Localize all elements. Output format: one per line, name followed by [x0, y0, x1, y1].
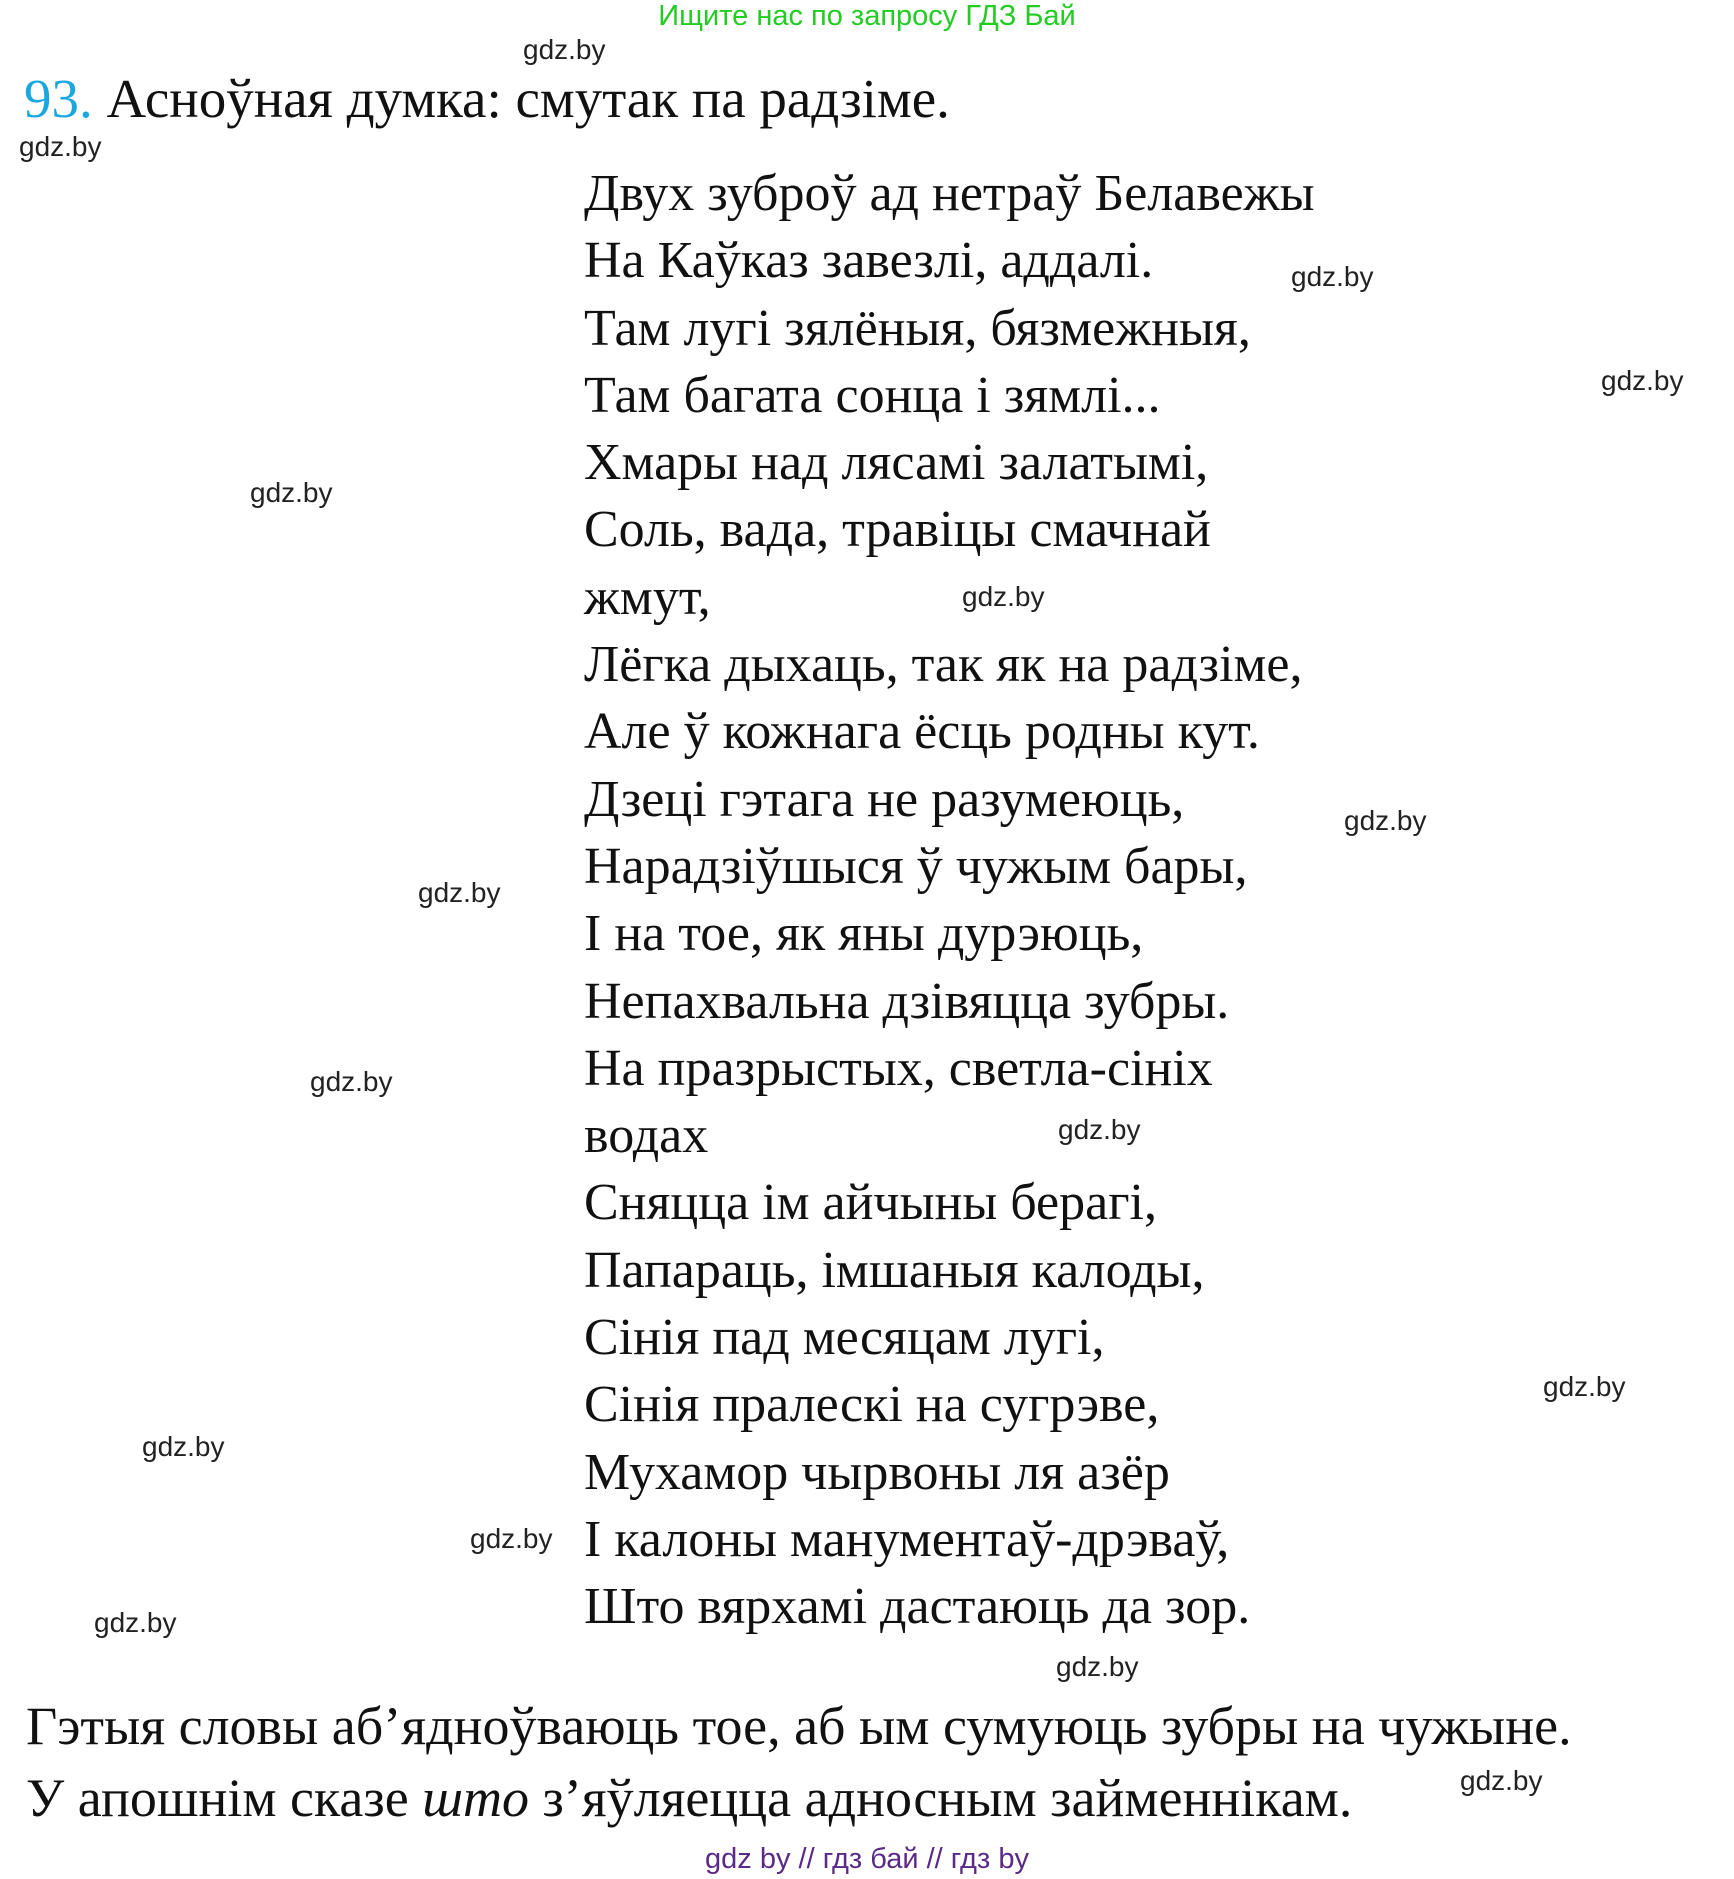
conclusion-text: У апошнім сказе	[26, 1768, 423, 1828]
footer-links: gdz by // гдз бай // гдз by	[705, 1843, 1029, 1875]
watermark: gdz.by	[1291, 261, 1374, 292]
watermark: gdz.by	[470, 1523, 553, 1554]
poem-line: Што вярхамі дастаюць да зор.	[584, 1578, 1251, 1636]
watermark: gdz.by	[142, 1431, 225, 1462]
watermark: gdz.by	[1601, 365, 1684, 396]
watermark: gdz.by	[962, 581, 1045, 612]
poem-line: Нарадзіўшыся ў чужым бары,	[584, 837, 1248, 895]
poem-line: Мухамор чырвоны ля азёр	[584, 1443, 1170, 1501]
poem-line: Соль, вада, травіцы смачнай	[584, 501, 1211, 559]
poem-line: жмут,	[584, 568, 711, 626]
poem-line: Сняцца ім айчыны берагі,	[584, 1174, 1157, 1232]
watermark: gdz.by	[94, 1607, 177, 1638]
poem-line: водах	[584, 1107, 709, 1165]
conclusion-line-1: Гэтыя словы аб’ядноўваюць тое, аб ым сумуюць зубры на чужыне.	[26, 1696, 1572, 1756]
poem-line: І на тое, як яны дурэюць,	[584, 905, 1144, 963]
search-banner: Ищите нас по запросу ГДЗ Бай	[658, 0, 1076, 32]
poem-line: Дзеці гэтага не разумеюць,	[584, 770, 1185, 828]
poem-line: Хмары над лясамі залатымі,	[584, 434, 1209, 492]
poem-line: На Каўказ завезлі, аддалі.	[584, 232, 1154, 290]
poem-line: І калоны манументаў-дрэваў,	[584, 1510, 1230, 1568]
watermark: gdz.by	[1460, 1765, 1543, 1796]
conclusion-line-2	[26, 1762, 1572, 1834]
watermark: gdz.by	[1344, 805, 1427, 836]
exercise-number: 93.	[24, 68, 93, 129]
poem-line: Але ў кожнага ёсць родны кут.	[584, 703, 1260, 761]
watermark: gdz.by	[418, 877, 501, 908]
conclusion-paragraph	[26, 1690, 1572, 1834]
watermark: gdz.by	[523, 34, 606, 65]
poem	[584, 160, 1315, 1641]
conclusion-italic-word: што	[422, 1768, 529, 1828]
poem-line: Там багата сонца і зямлі...	[584, 366, 1161, 424]
watermark: gdz.by	[250, 477, 333, 508]
watermark: gdz.by	[19, 131, 102, 162]
poem-line: Двух зуброў ад нетраў Белавежы	[584, 165, 1315, 222]
poem-line: Непахвальна дзівяцца зубры.	[584, 972, 1230, 1030]
poem-line: Лёгка дыхаць, так як на радзіме,	[584, 636, 1303, 694]
poem-line: Сінія пад месяцам лугі,	[584, 1309, 1105, 1367]
exercise-heading	[24, 68, 950, 130]
poem-line: На празрыстых, светла-сініх	[584, 1039, 1213, 1097]
poem-line: Папараць, імшаныя калоды,	[584, 1241, 1205, 1299]
poem-line: Там лугі зялёныя, бязмежныя,	[584, 299, 1251, 357]
poem-line: Сінія пралескі на сугрэве,	[584, 1376, 1160, 1434]
watermark: gdz.by	[310, 1066, 393, 1097]
conclusion-text: з’яўляецца адносным займеннікам.	[528, 1768, 1353, 1828]
watermark: gdz.by	[1543, 1371, 1626, 1402]
exercise-heading-text: Асноўная думка: смутак па радзіме.	[106, 68, 950, 129]
watermark: gdz.by	[1056, 1651, 1139, 1682]
watermark: gdz.by	[1058, 1114, 1141, 1145]
